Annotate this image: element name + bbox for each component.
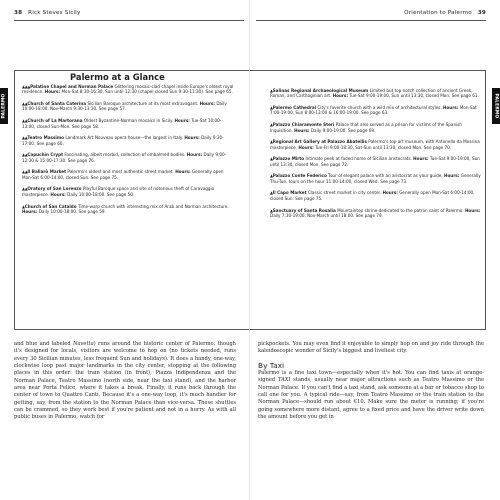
- right-section-tab: [492, 88, 500, 124]
- sight-hours: Generally Thu-Tue, tours on the hour 11:00-14:00, closed Wed. See page 73.: [270, 173, 481, 184]
- left-section-tab-label: PALERMO: [1, 93, 7, 119]
- sight-name: Church of La Martorana: [27, 118, 83, 124]
- left-body-text: [14, 341, 236, 422]
- rating-stars: ▲▲▲: [22, 84, 31, 89]
- sight-description: City's favorite church with a wild mix of architectural styles.: [316, 105, 443, 111]
- sight-entry: [270, 156, 482, 167]
- right-page: [250, 0, 500, 500]
- chapter-title: Orientation to Palermo: [404, 10, 472, 16]
- hours-label: Hours:: [50, 191, 66, 197]
- hours-label: Hours:: [444, 173, 460, 179]
- sight-name: Palatine Chapel and Norman Palace: [30, 84, 114, 89]
- hours-label: Hours:: [199, 101, 216, 107]
- sight-name: Oratory of San Lorenzo: [27, 186, 82, 192]
- left-page-number: 38: [14, 10, 23, 16]
- hours-label: Hours:: [442, 105, 459, 111]
- sight-description: Palermo's top art museum, with Antonello da Messina masterpiece.: [270, 139, 480, 150]
- sight-name: Church of San Cataldo: [24, 203, 77, 209]
- rating-stars: ▲: [270, 122, 273, 128]
- sight-entry: [270, 88, 482, 99]
- rating-stars: ▲▲: [22, 186, 28, 192]
- right-paragraph-1: pickpockets. You may even find it enjoyable to simply hop on and joy ride through the kaleidoscopic wonder of Sicily's biggest and liveliest city.: [258, 341, 484, 355]
- sight-hours: Daily 9:00-12:30 & 15:00-17:30. See page 76.: [22, 152, 227, 163]
- sight-hours: Tue-Sat 9:00-19:00, Sun until 13:30, closed Mon. See page 72.: [270, 156, 480, 167]
- sight-name: Salinas Regional Archaeological Museum: [272, 88, 369, 93]
- rating-stars: ▲▲: [22, 152, 28, 158]
- sight-hours: Generally open Mon-Sat 6:00-14:00, closed Sun. See page 75.: [270, 190, 475, 201]
- sight-name: Regional Art Gallery at Palazzo Abatellis: [272, 139, 367, 145]
- right-page-number: 39: [477, 10, 486, 16]
- hours-label: Hours:: [332, 93, 349, 99]
- rating-stars: ▲: [270, 139, 273, 145]
- left-sight-list: [22, 84, 234, 221]
- sight-name: Il Ballarò Market: [27, 169, 67, 175]
- sight-entry: [270, 139, 482, 150]
- sight-description: Glittering mosaic-clad chapel inside Europe's oldest royal residence.: [22, 84, 234, 95]
- hours-label: Hours:: [174, 118, 190, 124]
- sight-description: Intimate peek at faded home of Sicilian aristocrats.: [304, 156, 414, 162]
- sight-entry: [22, 101, 234, 112]
- sight-hours: Generally open Mon-Sat 6:00-14:00, closed Sun. See page 75.: [22, 169, 224, 180]
- sight-entry: [270, 190, 482, 201]
- right-body-text: [258, 341, 484, 421]
- sight-entry: [270, 208, 482, 219]
- sight-entry: [22, 84, 234, 95]
- hours-label: Hours:: [294, 127, 310, 133]
- rating-stars: ▲: [270, 88, 273, 93]
- sight-name: Church of Santa Caterina: [27, 101, 87, 107]
- sight-description: Sicilian Baroque architecture at its most extravagant.: [86, 101, 200, 107]
- book-title: Rick Steves Sicily: [28, 10, 81, 16]
- sight-hours: Daily 10:00-18:00. See page 59.: [37, 208, 106, 214]
- right-running-head: [404, 10, 486, 16]
- sight-hours: Daily 9:00-19:00. See page 69.: [309, 127, 376, 133]
- rating-stars: ▲▲: [22, 169, 28, 175]
- hours-label: Hours:: [22, 208, 38, 214]
- sight-hours: Mon-Sat 8:30-16:30, Sun until 12:30 (chapel closed Sun 9:30-11:30). See page 65.: [60, 89, 233, 95]
- sight-entry: [22, 152, 234, 163]
- right-sight-list: [270, 88, 482, 225]
- sight-description: Classic street market in city center.: [306, 190, 383, 196]
- taxi-term: TAXI: [277, 377, 291, 384]
- sight-description: Time-warp church with interesting mix of Arab and Norman architecture.: [76, 203, 229, 209]
- sight-hours: Tue-Fri 9:00-18:30, Sat-Sun until 13:30, closed Mon. See page 70.: [313, 144, 452, 150]
- sight-description: Palermo's oldest and most authentic street market.: [66, 169, 176, 175]
- left-header-rule: [14, 20, 244, 21]
- hours-label: Hours:: [175, 169, 191, 175]
- sight-hours: Daily 9:30-17:00. See page 60.: [22, 135, 224, 146]
- rating-stars: ▲: [270, 190, 273, 196]
- left-running-head: [14, 10, 81, 16]
- sight-hours: Tue-Sat 9:00-19:00, Sun until 13:30, closed Mon. See page 61.: [348, 93, 479, 99]
- left-section-tab: [0, 88, 8, 124]
- rating-stars: ▲▲: [22, 101, 28, 107]
- sight-entry: [22, 118, 234, 129]
- sight-name: Palazzo Chiaramonte Steri: [272, 122, 335, 128]
- sight-description: Palace that also served as a prison for victims of the Spanish Inquisition.: [270, 122, 463, 133]
- hours-label: Hours:: [186, 152, 203, 158]
- right-header-rule: [256, 20, 486, 21]
- sight-name: Capuchin Crypt: [27, 152, 64, 158]
- sight-entry: [22, 135, 234, 146]
- hours-label: Hours:: [184, 135, 200, 141]
- hours-label: Hours:: [298, 144, 314, 150]
- sight-description: Mountaintop shrine dedicated to the patron saint of Palermo.: [335, 207, 465, 213]
- sight-hours: Mon-Sat 7:00-19:00, Sun 8:00-13:00 & 16:00-19:00. See page 63.: [270, 105, 477, 116]
- sight-description: Fascinating, albeit morbid, collection of embalmed bodies.: [63, 152, 187, 158]
- sight-name: Palazzo Conte Federico: [272, 173, 327, 179]
- sight-hours: Daily 10:00-18:00, Nov-March 9:30-13:30. See page 57.: [22, 101, 227, 112]
- sight-entry: [270, 105, 482, 116]
- rating-stars: ▲: [270, 156, 273, 162]
- sight-name: Il Capo Market: [272, 190, 307, 196]
- sight-hours: Tue-Sat 10:00-13:00, closed Sun-Mon. See page 58.: [22, 118, 222, 129]
- sight-description: Playful Baroque space and site of notorious theft of Caravaggio masterpiece.: [22, 186, 215, 197]
- sight-hours: Daily 10:00-18:00. See page 50.: [65, 191, 135, 197]
- box-title: Palermo at a Glance: [70, 72, 165, 82]
- sight-name: Palermo Cathedral: [272, 105, 317, 111]
- hours-label: Hours:: [464, 207, 481, 213]
- sight-name: Teatro Massimo: [27, 135, 64, 141]
- rating-stars: ▲: [270, 173, 273, 179]
- sight-entry: [270, 173, 482, 184]
- rating-stars: ▲: [22, 203, 25, 209]
- hours-label: Hours:: [44, 89, 61, 95]
- sight-description: Limited but top-notch collection of ancient Greek, Roman, and Carthaginian art.: [270, 88, 473, 99]
- sight-entry: [22, 169, 234, 180]
- sight-entry: [22, 204, 234, 215]
- sight-name: Palazzo Mirto: [272, 156, 305, 162]
- sight-hours: Daily 7:30-19:00, Nov-March until 18:00. See page 79.: [270, 212, 383, 218]
- rating-stars: ▲: [270, 105, 273, 111]
- hours-label: Hours:: [382, 190, 398, 196]
- rating-stars: ▲▲: [22, 118, 28, 124]
- rating-stars: ▲: [270, 207, 273, 213]
- sight-entry: [22, 186, 234, 197]
- navetta-term: Navetta: [72, 341, 94, 347]
- sight-description: Landmark Art Nouveau opera house—the largest in Italy.: [64, 135, 185, 141]
- left-paragraph: and blue and labeled Navetta) runs around the historic center of Palermo; though it's designed for locals, visitors are welcome to hop on (no tickets needed, runs every 30 Sicilian minutes, less frequent Sun and holidays). It does a handy, one-way, clockwise loop past major landmarks in the city center, stopping at the following places in this order: the train station (in front), Piazza Indipendenza and the Norman Palace, Teatro Massimo (north side, near the taxi stand), and the harbor area near Porta Felice, where it takes a break. Finally, it runs back through the center of town to Quattro Canti. Because it's a one-way loop, it's much handier for getting, say, from the station to the Norman Palace than vice-versa. These shuttles can be crammed, so they work best if you're patient and not in a hurry. As with all public buses in Palermo, watch for: [14, 341, 236, 421]
- by-taxi-subhead: By Taxi: [258, 360, 285, 370]
- hours-label: Hours:: [413, 156, 429, 162]
- right-paragraph-2: Palermo is a fine taxi town—especially when it's hot. You can find taxis at orange-signed TAXI stands, usually near major attractions such as Teatro Massimo or the Norman Palace. If you can't find a taxi stand, ask someone at a bar or tobacco shop to call one for you. A typical ride—say, from Teatro Massimo or the train station to the Norman Palace—should run about €10. Make sure the meter is running; if you're going somewhere more distant, agree to a fixed price and have the driver write down the amount before you get in: [258, 370, 484, 421]
- sight-description: Tour of elegant palace with an aristocrat as your guide.: [326, 173, 444, 179]
- rating-stars: ▲▲: [22, 135, 28, 141]
- sight-name: Sanctuary of Santa Rosalia: [272, 207, 336, 213]
- sight-description: Oldest Byzantine-Norman mosaics in Sicily.: [82, 118, 175, 124]
- sight-entry: [270, 122, 482, 133]
- right-section-tab-label: PALERMO: [493, 93, 499, 119]
